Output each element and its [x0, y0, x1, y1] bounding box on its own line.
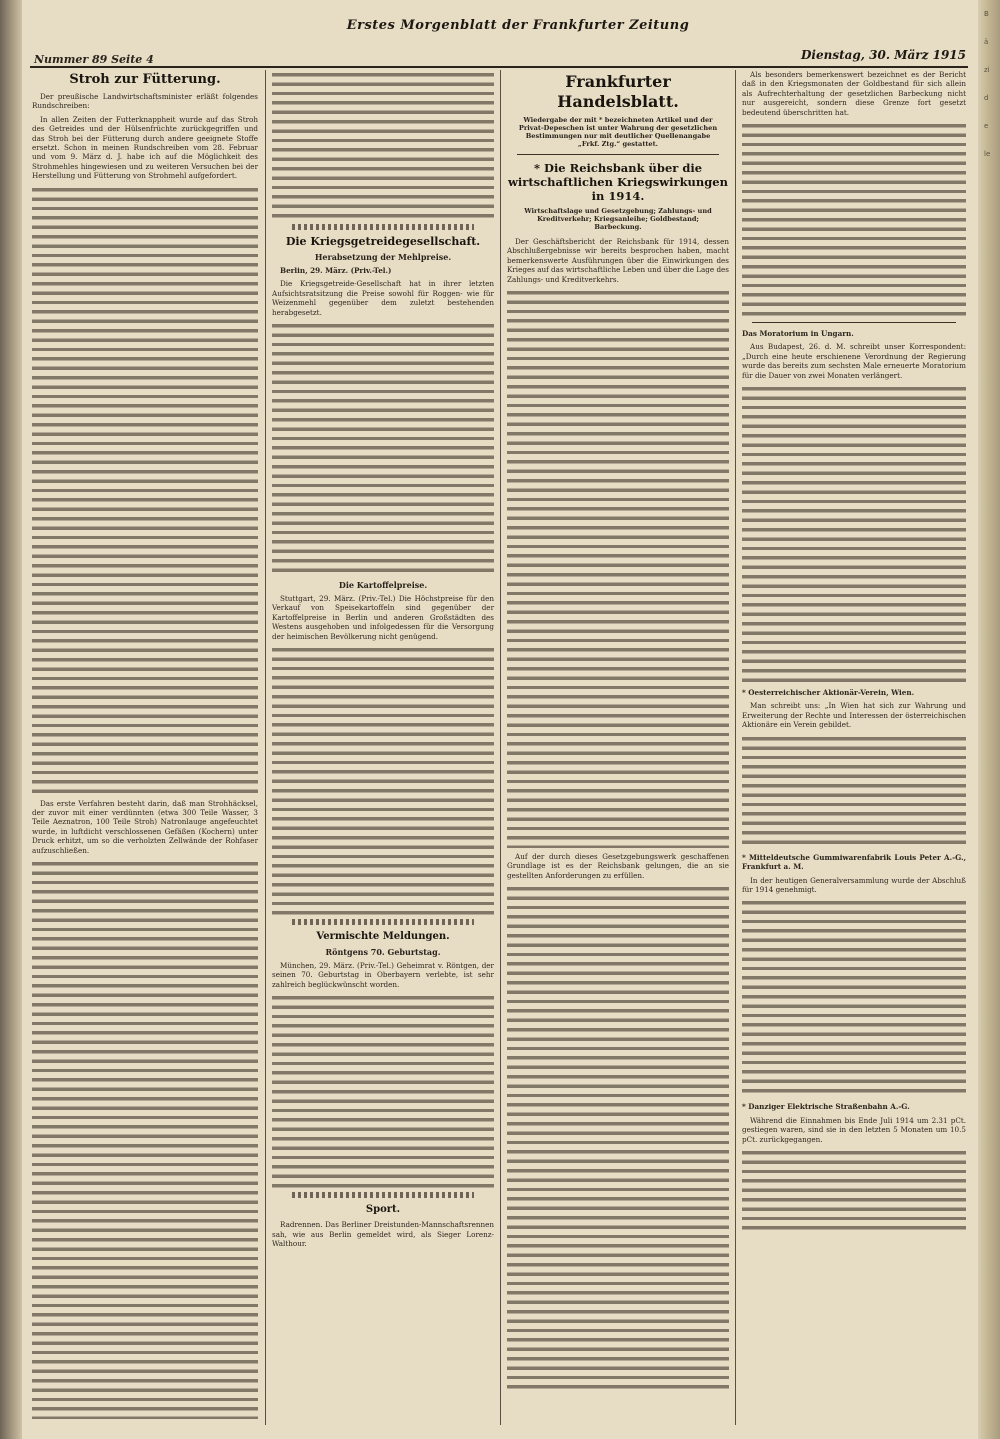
text-block [32, 185, 258, 795]
article-paragraph: Der preußische Landwirtschaftsminister erläßt folgendes Rundschreiben: [32, 92, 258, 111]
text-block [742, 1148, 966, 1233]
article-title: Die Kriegsgetreidegesellschaft. [285, 235, 481, 248]
article-headline: Das Moratorium in Ungarn. [742, 329, 854, 339]
article-paragraph: Die Kriegsgetreide-Gesellschaft hat in ihrer letzten Aufsichtsratsitzung die Preise sowohl für Roggen- wie für Weizenmehl gegenüber dem zuletzt bestehenden herabgesetzt. [272, 279, 494, 317]
issue-date: Dienstag, 30. März 1915 [801, 48, 966, 62]
edge-fragment: e [984, 122, 989, 130]
text-block [742, 121, 966, 316]
book-binding [0, 0, 22, 1439]
text-block [742, 898, 966, 1098]
masthead [28, 16, 970, 50]
text-block [32, 859, 258, 1419]
article-paragraph: In der heutigen Generalversammlung wurde der Abschluß für 1914 genehmigt. [742, 875, 966, 894]
edge-fragment: d [984, 94, 989, 102]
article-subtitle: Herabsetzung der Mehlpreise. [314, 252, 452, 262]
article-paragraph: Auf der durch dieses Gesetzgebungswerk geschaffenen Grundlage ist es der Reichsbank gelungen, die an sie gestellten Anforderungen zu erfüllen. [507, 852, 729, 880]
article-headline: * Die Reichsbank über die wirtschaftlichen Kriegswirkungen in 1914. [508, 161, 728, 203]
article-paragraph: München, 29. März. (Priv.-Tel.) Geheimrat v. Röntgen, der seinen 70. Geburtstag in Oberbayern verlebte, ist sehr zahlreich beglückwünscht worden. [272, 961, 494, 989]
separator [752, 322, 956, 323]
article-paragraph: Während die Einnahmen bis Ende Juli 1914 um 2.31 pCt. gestiegen waren, sind sie in den letzten 5 Monaten um 10.5 pCt. zurückgegangen. [742, 1115, 966, 1144]
column-1 [32, 70, 258, 1423]
ornamental-rule [292, 1192, 474, 1198]
article-title: Stroh zur Fütterung. [69, 72, 221, 87]
text-block [272, 70, 494, 220]
article-paragraph: In allen Zeiten der Futterknappheit wurde auf das Stroh des Getreides und der Hülsenfrüchte zurückgegriffen und das Stroh bei der Fütterung durch andere geeignete Stoffe ersetzt. Schon in meinen Rundschreiben vom 28. Februar und vom 9. März d. J. habe ich auf die Möglichkeit des Strohmehles hingewiesen und zu weiteren Versuchen bei der Herstellung und Fütterung von Strohmehl aufgefordert. [32, 114, 258, 181]
column-divider [735, 70, 736, 1425]
article-subtitle: Röntgens 70. Geburtstag. [325, 947, 441, 958]
column-2 [272, 70, 494, 1253]
separator [517, 154, 719, 155]
edge-fragment: ä [984, 38, 989, 46]
article-paragraph: Stuttgart, 29. März. (Priv.-Tel.) Die Höchstpreise für den Verkauf von Speisekartoffeln sind gegenüber der Kartoffelpreise in Berlin und anderen Großstädten des Westens ausgehoben und infolgedessen für die Versorgung der heimischen Bevölkerung nicht genügend. [272, 594, 494, 641]
dateline: Berlin, 29. März. (Priv.-Tel.) [280, 266, 392, 275]
article-paragraph: Der Geschäftsbericht der Reichsbank für 1914, dessen Abschlußergebnisse wir bereits besprochen haben, macht bemerkenswerte Ausführungen über die Einwirkungen des Krieges auf das wirtschaftliche Leben und über die Lage des Zahlungs- und Kreditverkehrs. [507, 237, 729, 284]
newspaper-name: Erstes Morgenblatt der Frankfurter Zeitung [346, 18, 690, 33]
article-headline: * Oesterreichischer Aktionär-Verein, Wien. [742, 688, 915, 698]
article-paragraph: Das erste Verfahren besteht darin, daß man Strohhäcksel, der zuvor mit einer verdünnten (etwa 300 Teile Wasser, 3 Teile Aeznatron, 100 Teile Stroh) Natronlauge angefeuchtet wurde, in luftdicht verschlossenen Gefäßen (Kochern) unter Druck erhitzt, um so die verholzten Zellwände der Rohfaser aufzuschließen. [32, 798, 258, 855]
section-title: Vermischte Meldungen. [316, 931, 450, 943]
page-number: Nummer 89 Seite 4 [34, 53, 154, 66]
adjacent-page-edge [978, 0, 1000, 1439]
article-headline: * Mitteldeutsche Gummiwarenfabrik Louis Peter A.-G., Frankfurt a. M. [742, 852, 966, 872]
column-divider [265, 70, 266, 1425]
masthead-rule [30, 66, 968, 68]
text-block [742, 734, 966, 849]
column-divider [500, 70, 501, 1425]
article-paragraph: Als besonders bemerkenswert bezeichnet es der Bericht daß in den Kriegsmonaten der Goldbestand für sich allein als Aufrechterhaltung der gesetzlichen Barbeckung nicht nur ausgereicht, sondern diese Grenze fort gesetzt bedeutend überschritten hat. [742, 70, 966, 117]
copyright-note: Wiedergabe der mit * bezeichneten Artikel und der Privat-Depeschen ist unter Wahrung der gesetzlichen Bestimmungen nur mit deutlicher Quellenangabe „Frkf. Ztg.“ gestattet. [518, 116, 718, 148]
article-paragraph: Radrennen. Das Berliner Dreistunden-Mannschaftsrennen sah, wie aus Berlin gemeldet wird, als Sieger Lorenz-Walthour. [272, 1220, 494, 1249]
article-headline: * Danziger Elektrische Straßenbahn A.-G. [742, 1102, 910, 1112]
article-paragraph: Man schreibt uns: „In Wien hat sich zur Wahrung und Erweiterung der Rechte und Interessen der österreichischen Aktionäre ein Verein gebildet. [742, 701, 966, 730]
column-3 [507, 70, 729, 1393]
text-block [272, 993, 494, 1188]
edge-fragment: B [984, 10, 989, 18]
ornamental-rule [292, 224, 474, 230]
section-title: Frankfurter Handelsblatt. [557, 72, 679, 111]
edge-fragment: le [984, 150, 991, 158]
text-block [742, 384, 966, 684]
text-block [272, 321, 494, 576]
edge-fragment: zi [984, 66, 990, 74]
article-paragraph: Aus Budapest, 26. d. M. schreibt unser Korrespondent: „Durch eine heute erschienene Verordnung der Regierung wurde das bereits zum sechsten Male erneuerte Moratorium für die Dauer von zwei Monaten verlängert. [742, 342, 966, 380]
section-title: Sport. [365, 1204, 401, 1216]
article-keywords: Wirtschaftslage und Gesetzgebung; Zahlungs- und Kreditverkehr; Kriegsanleihe; Goldbestand; Barbeckung. [524, 207, 712, 231]
section-title: Die Kartoffelpreise. [338, 580, 428, 591]
text-block [507, 288, 729, 848]
text-block [507, 884, 729, 1389]
ornamental-rule [292, 919, 474, 925]
text-block [272, 645, 494, 915]
column-4 [742, 70, 966, 1237]
